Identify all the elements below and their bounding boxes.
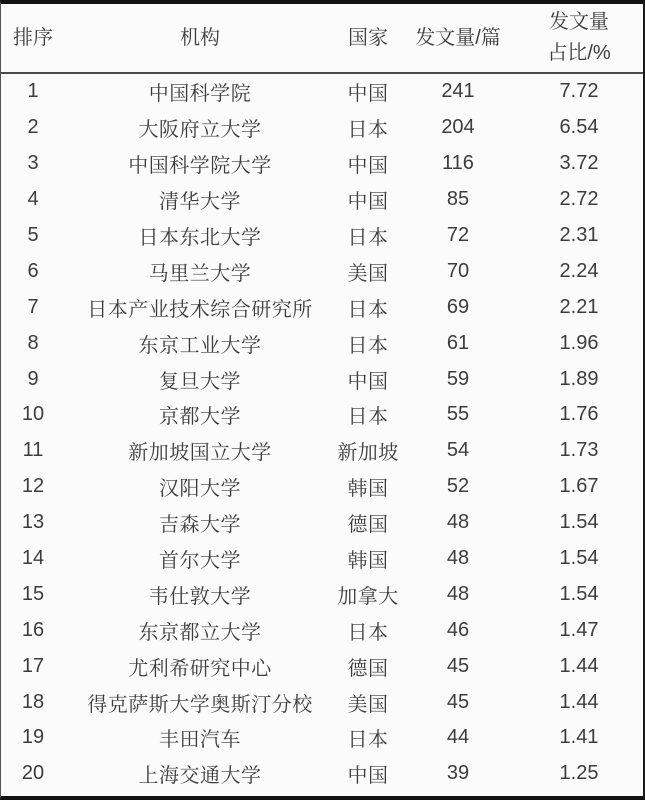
cell-share: 1.54 (559, 547, 599, 570)
cell-rank: 9 (27, 367, 39, 390)
table-row (1, 684, 643, 720)
cell-rank: 3 (27, 152, 39, 175)
cell-publications: 48 (446, 547, 470, 570)
cell-publications: 69 (446, 295, 470, 318)
cell-share: 1.67 (559, 475, 599, 498)
header-institution: 机构 (180, 27, 220, 49)
cell-institution: 中国科学院 (148, 83, 252, 106)
table-header-row (1, 4, 643, 74)
cell-rank: 16 (21, 618, 45, 641)
cell-share: 6.54 (559, 116, 599, 139)
cell-publications: 59 (446, 367, 470, 390)
cell-institution: 丰田汽车 (159, 729, 241, 752)
table-row (1, 648, 643, 684)
cell-publications: 70 (446, 259, 470, 282)
cell-country: 中国 (347, 765, 389, 788)
cell-rank: 2 (27, 116, 39, 139)
cell-institution: 汉阳大学 (159, 478, 241, 501)
cell-country: 中国 (347, 370, 389, 393)
table-row (1, 253, 643, 289)
header-share-line2: 占比/% (547, 42, 611, 64)
table-body (1, 74, 643, 792)
header-share-line1: 发文量 (549, 11, 609, 33)
table-row (1, 433, 643, 469)
table-row (1, 325, 643, 361)
table-row (1, 756, 643, 792)
cell-share: 2.24 (559, 259, 599, 282)
table-row (1, 612, 643, 648)
cell-institution: 中国科学院大学 (128, 155, 272, 178)
table-row (1, 469, 643, 505)
cell-share: 1.47 (559, 618, 599, 641)
cell-publications: 204 (441, 116, 475, 139)
cell-country: 日本 (347, 729, 389, 752)
cell-share: 1.54 (559, 582, 599, 605)
cell-share: 1.44 (559, 690, 599, 713)
cell-share: 1.96 (559, 331, 599, 354)
cell-publications: 44 (446, 726, 470, 749)
cell-country: 日本 (347, 227, 389, 249)
cell-country: 日本 (347, 406, 389, 429)
cell-share: 7.72 (559, 80, 599, 103)
cell-share: 2.21 (559, 295, 599, 318)
cell-institution: 东京工业大学 (138, 334, 262, 357)
cell-rank: 5 (27, 224, 39, 246)
table-row (1, 397, 643, 433)
cell-share: 1.73 (559, 439, 599, 462)
cell-country: 中国 (347, 191, 389, 214)
table-row (1, 218, 643, 254)
cell-publications: 241 (441, 80, 475, 103)
cell-institution: 清华大学 (159, 191, 241, 214)
table-row (1, 361, 643, 397)
header-publications: 发文量/篇 (415, 27, 501, 49)
cell-share: 2.31 (559, 224, 599, 246)
cell-rank: 14 (21, 547, 45, 570)
cell-institution: 上海交通大学 (138, 765, 262, 788)
table-row (1, 720, 643, 756)
cell-publications: 48 (446, 582, 470, 605)
cell-rank: 20 (21, 762, 45, 785)
cell-institution: 日本产业技术综合研究所 (87, 298, 313, 321)
cell-share: 1.44 (559, 654, 599, 677)
cell-share: 3.72 (559, 152, 599, 175)
cell-institution: 首尔大学 (159, 550, 241, 573)
cell-institution: 韦仕敦大学 (148, 585, 252, 608)
cell-share: 1.89 (559, 367, 599, 390)
table-row (1, 110, 643, 146)
cell-publications: 46 (446, 618, 470, 641)
cell-publications: 48 (446, 511, 470, 534)
cell-share: 2.72 (559, 188, 599, 211)
cell-publications: 116 (442, 152, 474, 175)
cell-country: 韩国 (347, 478, 389, 501)
table-row (1, 182, 643, 218)
cell-country: 中国 (347, 83, 389, 106)
cell-country: 德国 (347, 657, 389, 680)
cell-publications: 55 (446, 403, 470, 426)
cell-institution: 马里兰大学 (148, 262, 252, 285)
cell-share: 1.25 (559, 762, 599, 785)
table-row (1, 74, 643, 110)
header-share (515, 7, 643, 69)
cell-country: 日本 (347, 621, 389, 644)
cell-country: 德国 (347, 514, 389, 537)
cell-country: 韩国 (347, 550, 389, 573)
cell-publications: 61 (446, 331, 470, 354)
cell-rank: 15 (21, 582, 45, 605)
cell-share: 1.76 (559, 403, 599, 426)
table-row (1, 576, 643, 612)
cell-institution: 日本东北大学 (138, 227, 262, 249)
cell-institution: 新加坡国立大学 (128, 442, 272, 465)
header-country: 国家 (348, 27, 388, 49)
cell-rank: 17 (21, 654, 45, 677)
cell-country: 美国 (347, 693, 389, 716)
cell-institution: 复旦大学 (159, 370, 241, 393)
cell-publications: 45 (446, 690, 470, 713)
cell-rank: 11 (22, 439, 44, 462)
cell-publications: 54 (446, 439, 470, 462)
cell-country: 中国 (347, 155, 389, 178)
cell-publications: 39 (446, 762, 470, 785)
table-row (1, 541, 643, 577)
cell-institution: 吉森大学 (159, 514, 241, 537)
cell-rank: 12 (21, 475, 45, 498)
cell-publications: 45 (446, 654, 470, 677)
cell-country: 日本 (347, 119, 389, 142)
cell-country: 美国 (347, 262, 389, 285)
cell-rank: 4 (27, 188, 39, 211)
cell-publications: 52 (446, 475, 470, 498)
cell-institution: 尤利希研究中心 (128, 657, 272, 680)
header-rank: 排序 (13, 27, 53, 49)
cell-rank: 18 (21, 690, 45, 713)
cell-publications: 85 (446, 188, 470, 211)
cell-institution: 东京都立大学 (138, 621, 262, 644)
cell-institution: 京都大学 (159, 406, 241, 429)
cell-country: 加拿大 (337, 585, 399, 608)
cell-rank: 1 (27, 80, 39, 103)
cell-country: 新加坡 (337, 442, 399, 465)
cell-country: 日本 (347, 298, 389, 321)
cell-rank: 19 (21, 726, 45, 749)
cell-publications: 72 (446, 224, 470, 246)
cell-rank: 13 (21, 511, 45, 534)
cell-share: 1.41 (559, 726, 599, 749)
cell-rank: 10 (21, 403, 45, 426)
cell-institution: 大阪府立大学 (138, 119, 262, 142)
cell-rank: 6 (27, 259, 39, 282)
table-row (1, 289, 643, 325)
table-row (1, 505, 643, 541)
cell-rank: 7 (27, 295, 39, 318)
cell-rank: 8 (27, 331, 39, 354)
table-row (1, 146, 643, 182)
cell-country: 日本 (347, 334, 389, 357)
cell-share: 1.54 (559, 511, 599, 534)
cell-institution: 得克萨斯大学奥斯汀分校 (87, 693, 313, 716)
